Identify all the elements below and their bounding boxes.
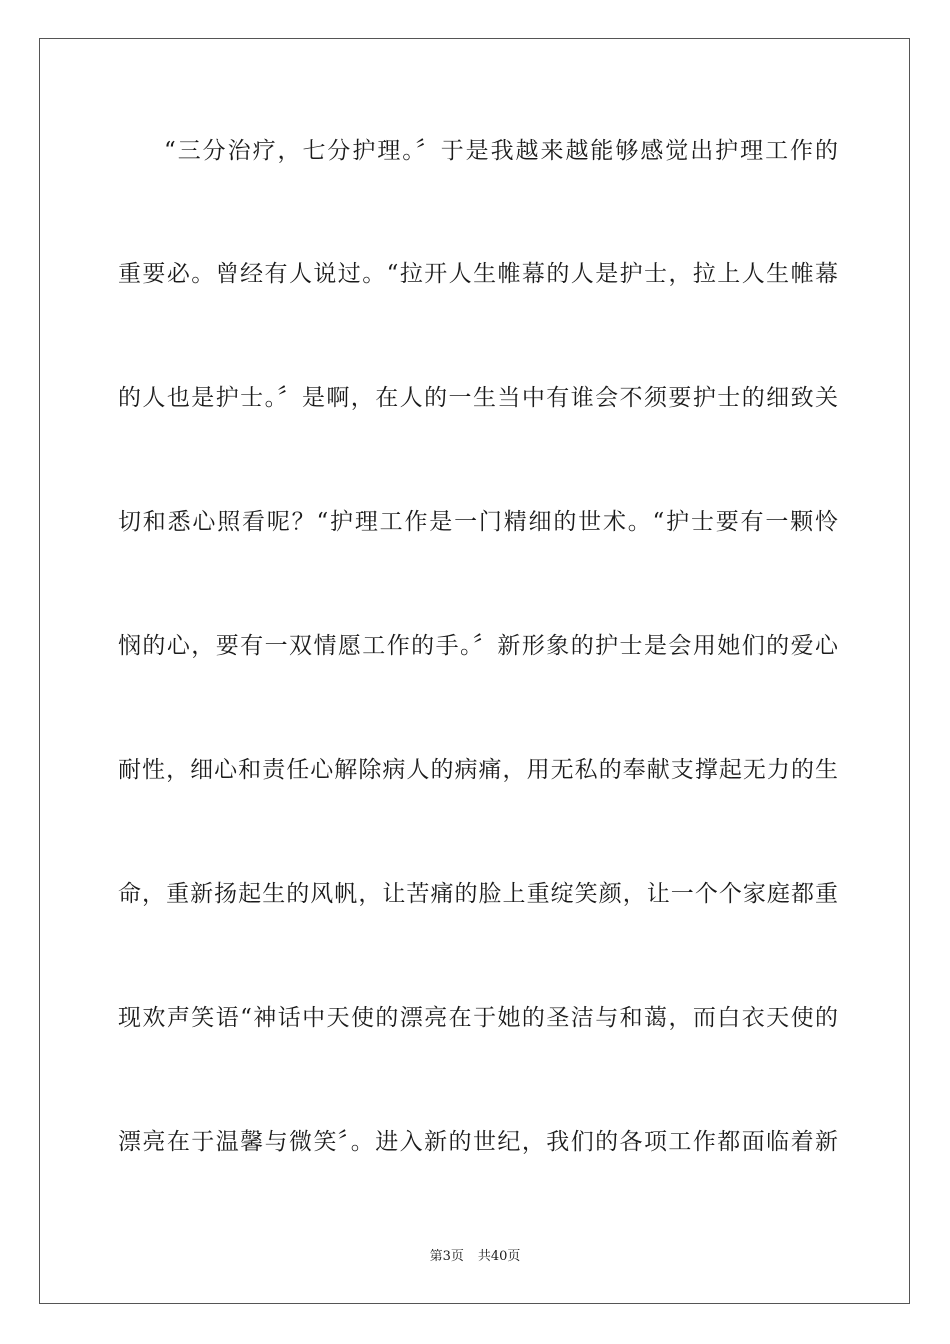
page-total: 共40页 [477, 1249, 521, 1264]
page-frame [39, 38, 910, 1304]
page-footer [0, 1248, 950, 1266]
paragraph-line: 命，重新扬起生的风帆，让苦痛的脸上重绽笑颜，让一个个家庭都重 [118, 881, 838, 907]
paragraph-line: 现欢声笑语“神话中天使的漂亮在于她的圣洁与和蔼，而白衣天使的 [118, 1005, 838, 1031]
paragraph-line: 耐性，细心和责任心解除病人的病痛，用无私的奉献支撑起无力的生 [118, 757, 838, 783]
paragraph-line: 切和悉心照看呢？“护理工作是一门精细的世术。“护士要有一颗怜 [118, 509, 838, 535]
paragraph-line: “三分治疗，七分护理。〞于是我越来越能够感觉出护理工作的 [164, 138, 838, 164]
page-number: 第3页 [429, 1249, 464, 1264]
paragraph-line: 漂亮在于温馨与微笑〞。进入新的世纪，我们的各项工作都面临着新 [118, 1129, 838, 1155]
paragraph-line: 的人也是护士。〞是啊，在人的一生当中有谁会不须要护士的细致关 [118, 385, 838, 411]
paragraph-line: 重要必。曾经有人说过。“拉开人生帷幕的人是护士，拉上人生帷幕 [118, 261, 838, 287]
paragraph-line: 悯的心，要有一双情愿工作的手。〞新形象的护士是会用她们的爱心 [118, 633, 838, 659]
